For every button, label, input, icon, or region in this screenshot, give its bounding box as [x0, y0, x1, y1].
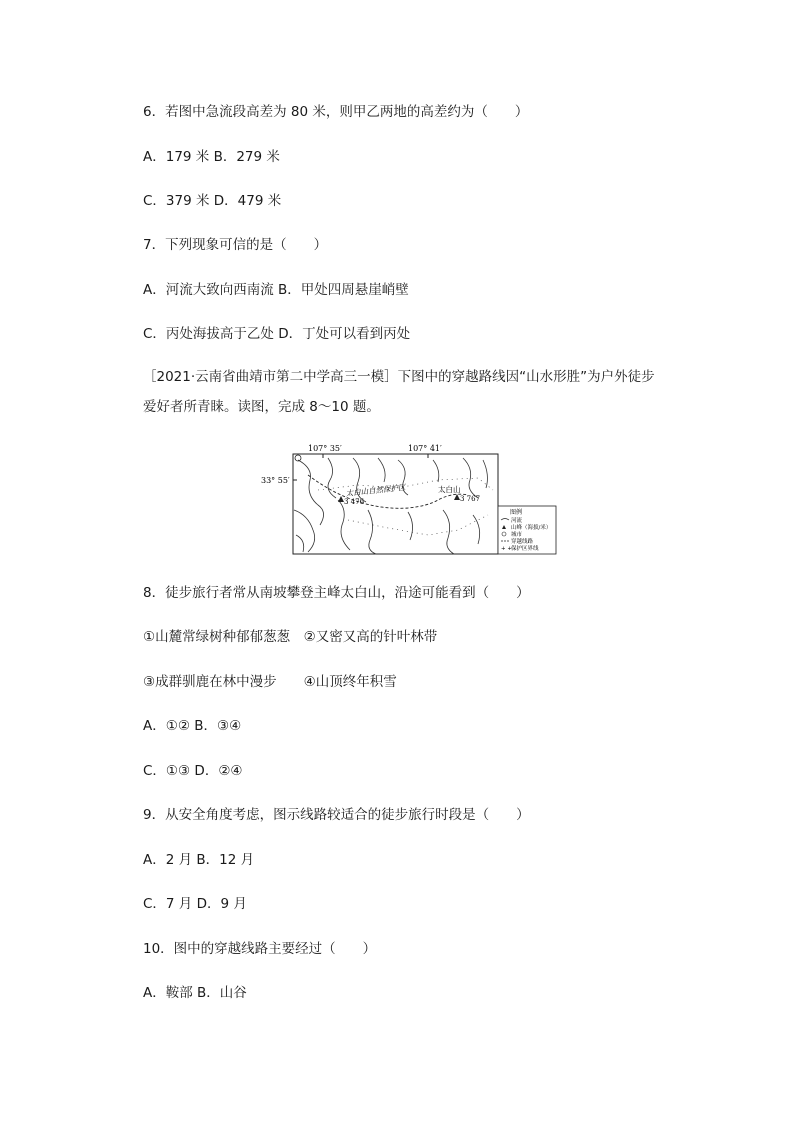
map-lat-label: 33° 55′	[261, 476, 290, 485]
legend-title: 图例	[510, 509, 523, 516]
q6-options-ab: A．179 米 B．279 米	[143, 149, 280, 165]
q9-stem: 9．从安全角度考虑，图示线路较适合的徒步旅行时段是（ ）	[143, 807, 530, 823]
peak-name-label: 太白山	[438, 485, 461, 494]
intro-paragraph: ［2021·云南省曲靖市第二中学高三一模］下图中的穿越路线因“山水形胜”为户外徒步爱好者所青睐。读图，完成 8～10 题。	[143, 369, 655, 415]
map-lon2-label: 107° 41′	[408, 444, 442, 453]
legend-peak: 山峰（海拔/米）	[511, 525, 552, 531]
q8-options-ab: A．①② B．③④	[143, 718, 242, 734]
q8-items-12: ①山麓常绿树种郁郁葱葱 ②又密又高的针叶林带	[143, 629, 438, 645]
peak1-elevation: 3 476	[344, 498, 365, 506]
map-lon1-label: 107° 35′	[308, 444, 342, 453]
topographic-map-figure	[258, 440, 558, 560]
q8-stem: 8．徒步旅行者常从南坡攀登主峰太白山，沿途可能看到（ ）	[143, 585, 530, 601]
map-frame	[293, 454, 498, 554]
q10-options-ab: A．鞍部 B．山谷	[143, 985, 247, 1001]
legend-route: 穿越线路	[511, 539, 534, 545]
legend-boundary-icon: + +	[501, 546, 512, 552]
q6-options-cd: C．379 米 D．479 米	[143, 193, 282, 209]
q9-options-ab: A．2 月 B．12 月	[143, 852, 255, 868]
legend-river: 河流	[511, 518, 523, 524]
q10-stem: 10．图中的穿越线路主要经过（ ）	[143, 941, 377, 957]
q7-options-ab: A．河流大致向西南流 B．甲处四周悬崖峭壁	[143, 282, 409, 298]
peak2-elevation: 3 767	[460, 495, 481, 503]
q6-stem: 6．若图中急流段高差为 80 米，则甲乙两地的高差约为（ ）	[143, 104, 529, 120]
legend-town: 城市	[511, 532, 523, 538]
legend-boundary: 保护区界线	[511, 546, 539, 552]
q7-stem: 7．下列现象可信的是（ ）	[143, 237, 328, 253]
q9-options-cd: C．7 月 D．9 月	[143, 896, 247, 912]
q8-options-cd: C．①③ D．②④	[143, 763, 243, 779]
reserve-label: 太白山自然保护区	[345, 482, 406, 498]
map-svg	[258, 440, 558, 560]
q7-options-cd: C．丙处海拔高于乙处 D．丁处可以看到丙处	[143, 326, 411, 342]
q8-items-34: ③成群驯鹿在林中漫步 ④山顶终年积雪	[143, 674, 397, 690]
